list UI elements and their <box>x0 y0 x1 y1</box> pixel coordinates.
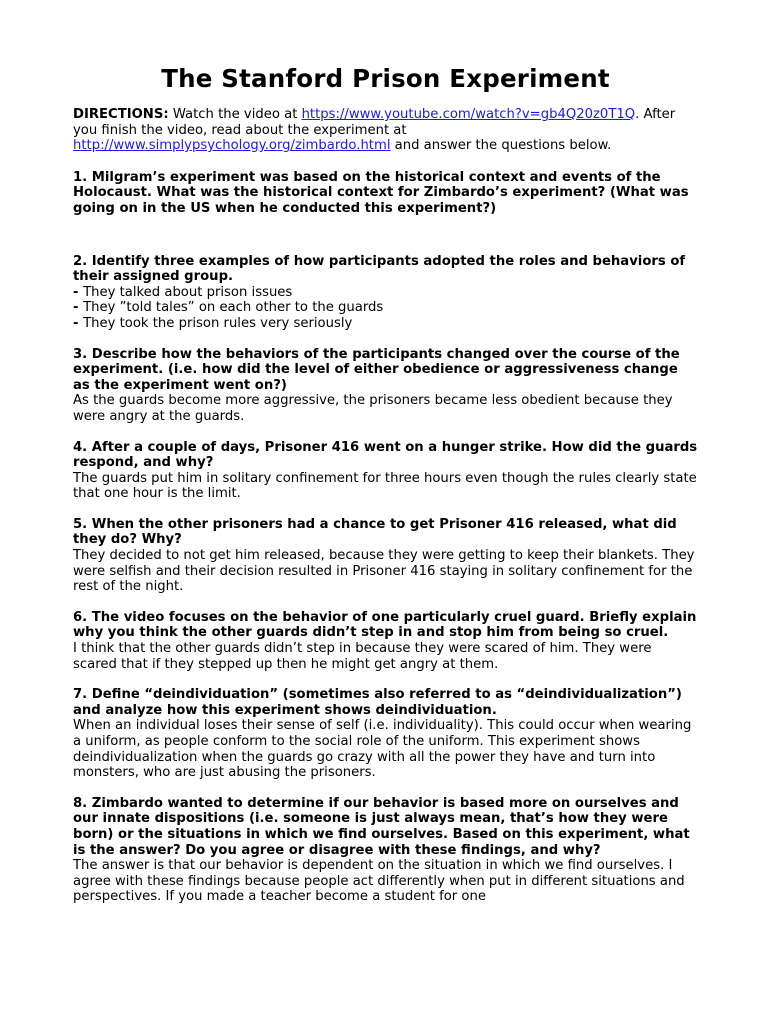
answer-text: As the guards become more aggressive, the prisoners became less obedient because they were angry at the guards. <box>73 393 673 424</box>
answer-text: The guards put him in solitary confinement for three hours even though the rules clearly state that one hour is the limit. <box>73 470 697 502</box>
directions-label: DIRECTIONS: <box>73 107 169 122</box>
page-title: The Stanford Prison Experiment <box>161 64 610 93</box>
bullet-text: They took the prison rules very seriously <box>83 315 353 331</box>
answer-bullet: - They talked about prison issues <box>73 284 293 300</box>
question-7 <box>73 687 698 781</box>
directions-text-1: Watch the video at <box>168 107 302 122</box>
question-text: 8. Zimbardo wanted to determine if our behavior is based more on ourselves and our innate dispositions (i.e. someone is just always mean, that’s how they were born) or the situations in which we find ourselves. Based on this experiment, what is the answer? Do you agree or disagree with these findings, and why? <box>73 795 690 858</box>
question-4 <box>73 440 698 502</box>
answer-text: The answer is that our behavior is dependent on the situation in which we find ourselves. I agree with these findings because people act differently when put in different situations and perspectives. If you made a teacher become a student for one <box>73 858 685 905</box>
question-text: 3. Describe how the behaviors of the participants changed over the course of the experiment. (i.e. how did the level of either obedience or aggressiveness change as the experiment went on?) <box>73 346 680 393</box>
answer-bullet: - They took the prison rules very seriously <box>73 315 353 331</box>
answer-bullet: - They ”told tales” on each other to the guards <box>73 300 384 316</box>
answer-text: When an individual loses their sense of self (i.e. individuality). This could occur when wearing a uniform, as people conform to the social role of the uniform. This experiment shows deindividualization when the guards go crazy with all the power they have and turn into monsters, who are just abusing the prisoners. <box>73 718 692 781</box>
question-2 <box>73 254 698 332</box>
simplypsychology-link[interactable]: http://www.simplypsychology.org/zimbardo.html <box>73 138 391 154</box>
question-text: 1. Milgram’s experiment was based on the historical context and events of the Holocaust. What was the historical context for Zimbardo’s experiment? (What was going on in the US when he conducted this experiment?) <box>73 169 689 216</box>
question-1 <box>73 170 698 217</box>
question-text: 2. Identify three examples of how participants adopted the roles and behaviors of their assigned group. <box>73 253 686 285</box>
question-8 <box>73 796 698 905</box>
bullet-text: They talked about prison issues <box>83 284 293 300</box>
question-text: 4. After a couple of days, Prisoner 416 went on a hunger strike. How did the guards respond, and why? <box>73 439 698 471</box>
bullet-text: They ”told tales” on each other to the guards <box>83 300 384 316</box>
directions-text-2: . After you finish the video, read about the experiment at <box>73 107 676 138</box>
question-5 <box>73 517 698 595</box>
question-text: 5. When the other prisoners had a chance to get Prisoner 416 released, what did they do? Why? <box>73 516 677 548</box>
directions-text-3: and answer the questions below. <box>390 138 612 154</box>
directions <box>73 107 698 154</box>
answer-text: They decided to not get him released, because they were getting to keep their blankets. They were selfish and their decision resulted in Prisoner 416 staying in solitary confinement for the rest of the night. <box>73 548 695 595</box>
answer-text: I think that the other guards didn’t step in because they were scared of him. They were scared that if they stepped up then he might get angry at them. <box>73 641 652 672</box>
question-6 <box>73 610 698 672</box>
question-3 <box>73 347 698 425</box>
youtube-link[interactable]: https://www.youtube.com/watch?v=gb4Q20z0T1Q <box>301 107 636 122</box>
question-text: 7. Define “deindividuation” (sometimes also referred to as “deindividualization”) and analyze how this experiment shows deindividuation. <box>73 687 682 718</box>
question-text: 6. The video focuses on the behavior of one particularly cruel guard. Briefly explain why you think the other guards didn’t step in and stop him from being so cruel. <box>73 609 697 641</box>
